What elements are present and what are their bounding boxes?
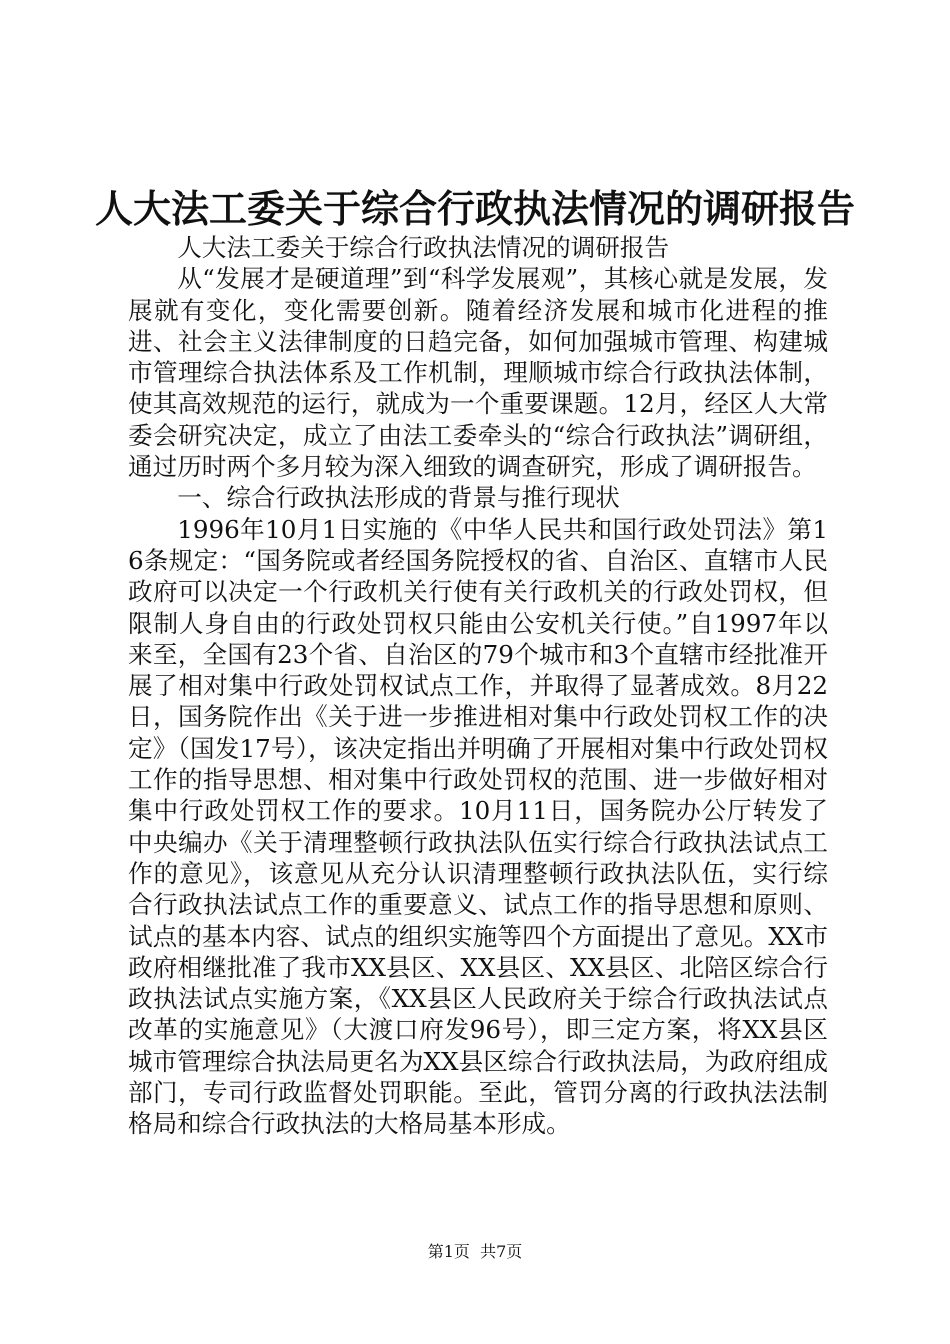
page-footer [0, 1240, 950, 1264]
background-paragraph: 1996年10月1日实施的《中华人民共和国行政处罚法》第16条规定：“国务院或者经国务院授权的省、自治区、直辖市人民政府可以决定一个行政机关行使有关行政机关的行政处罚权，但限制人身自由的行政处罚权只能由公安机关行使。”自1997年以来至，全国有23个省、自治区的79个城市和3个直辖市经批准开展了相对集中行政处罚权试点工作，并取得了显著成效。8月22日，国务院作出《关于进一步推进相对集中行政处罚权工作的决定》（国发17号），该决定指出并明确了开展相对集中行政处罚权工作的指导思想、相对集中行政处罚权的范围、进一步做好相对集中行政处罚权工作的要求。10月11日，国务院办公厅转发了中央编办《关于清理整顿行政执法队伍实行综合行政执法试点工作的意见》，该意见从充分认识清理整顿行政执法队伍，实行综合行政执法试点工作的重要意义、试点工作的指导思想和原则、试点的基本内容、试点的组织实施等四个方面提出了意见。XX市政府相继批准了我市XX县区、XX县区、XX县区、北陪区综合行政执法试点实施方案，《XX县区人民政府关于综合行政执法试点改革的实施意见》（大渡口府发96号），即三定方案，将XX县区城市管理综合执法局更名为XX县区综合行政执法局，为政府组成部门，专司行政监督处罚职能。至此，管罚分离的行政执法法制格局和综合行政执法的大格局基本形成。 [128, 514, 828, 1139]
page-total: 共7页 [480, 1242, 523, 1261]
page-number: 第1页 [427, 1242, 470, 1261]
intro-paragraph: 从“发展才是硬道理”到“科学发展观”，其核心就是发展，发展就有变化，变化需要创新。随着经济发展和城市化进程的推进、社会主义法律制度的日趋完备，如何加强城市管理、构建城市管理综合执法体系及工作机制，理顺城市综合行政执法体制，使其高效规范的运行，就成为一个重要课题。12月，经区人大常委会研究决定，成立了由法工委牵头的“综合行政执法”调研组，通过历时两个多月较为深入细致的调查研究，形成了调研报告。 [128, 264, 828, 482]
document-title: 人大法工委关于综合行政执法情况的调研报告 [94, 186, 855, 231]
section-heading: 一、综合行政执法形成的背景与推行现状 [177, 483, 620, 513]
document-body [128, 232, 828, 1140]
subtitle-paragraph: 人大法工委关于综合行政执法情况的调研报告 [177, 233, 670, 262]
